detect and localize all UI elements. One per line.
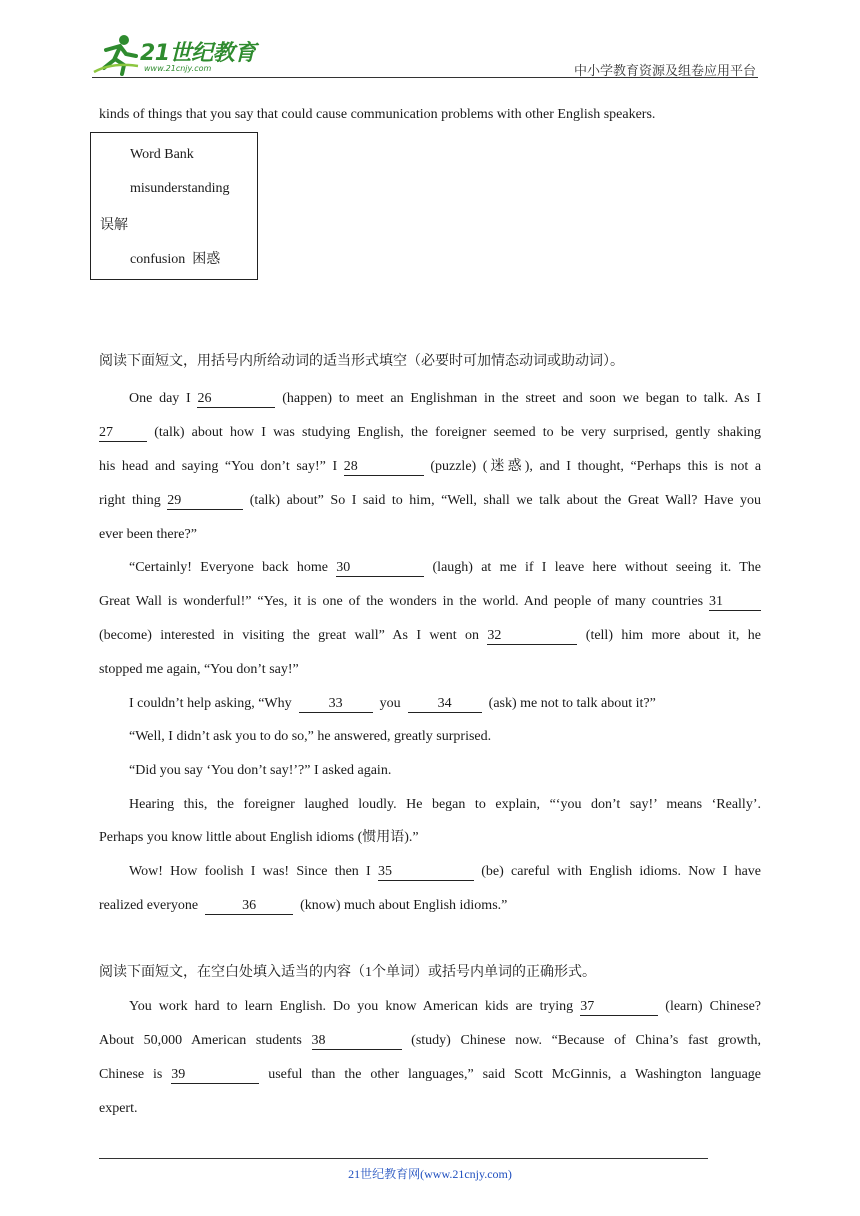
paragraph-line: Wow! How foolish I was! Since then I 35 (be) careful with English idioms. Now I have (129, 864, 762, 879)
word-bank-word-2: confusion 困惑 (130, 252, 221, 267)
answer-blank-26[interactable]: 26 (197, 391, 275, 408)
word-bank-title: Word Bank (130, 147, 194, 162)
answer-blank-35[interactable]: 35 (378, 864, 474, 881)
word-bank-box (90, 132, 258, 280)
paragraph-line: expert. (99, 1101, 138, 1116)
paragraph-line: One day I 26 (happen) to meet an Englishman in the street and soon we began to talk. As I (129, 391, 762, 406)
answer-blank-28[interactable]: 28 (344, 459, 424, 476)
paragraph-line: realized everyone 36 (know) much about English idioms.” (99, 898, 508, 913)
footer-link[interactable]: 21世纪教育网(www.21cnjy.com) (348, 1167, 512, 1181)
answer-blank-38[interactable]: 38 (312, 1033, 402, 1050)
site-logo[interactable] (92, 32, 262, 76)
logo-url: www.21cnjy.com (144, 64, 212, 73)
paragraph-line: Perhaps you know little about English idioms (惯用语).” (99, 830, 419, 845)
answer-blank-30[interactable]: 30 (336, 560, 424, 577)
paragraph-line: About 50,000 American students 38 (study) Chinese now. “Because of China’s fast growth, (99, 1033, 762, 1048)
logo-text: 21世纪教育 (140, 41, 256, 66)
intro-line: kinds of things that you say that could cause communication problems with other English speakers. (99, 107, 656, 122)
paragraph-line: his head and saying “You don’t say!” I 28 (puzzle) (迷惑), and I thought, “Perhaps this is not a (99, 459, 762, 474)
header-divider (92, 77, 758, 78)
paragraph-line: “Certainly! Everyone back home 30 (laugh) at me if I leave here without seeing it. The (129, 560, 762, 575)
footer-divider (99, 1158, 708, 1159)
answer-blank-31[interactable]: 31 (709, 594, 761, 611)
answer-blank-29[interactable]: 29 (167, 493, 243, 510)
answer-blank-37[interactable]: 37 (580, 999, 658, 1016)
paragraph-line: stopped me again, “You don’t say!” (99, 662, 299, 677)
paragraph-line: You work hard to learn English. Do you know American kids are trying 37 (learn) Chinese? (129, 999, 761, 1014)
answer-blank-27[interactable]: 27 (99, 425, 147, 442)
page-header (92, 30, 758, 78)
paragraph-line: Chinese is 39 useful than the other languages,” said Scott McGinnis, a Washington language (99, 1067, 762, 1082)
section1-instruction: 阅读下面短文，用括号内所给动词的适当形式填空（必要时可加情态动词或助动词）。 (99, 354, 624, 369)
answer-blank-34[interactable]: 34 (408, 696, 482, 713)
paragraph-line: I couldn’t help asking, “Why 33 you 34 (ask) me not to talk about it?” (129, 696, 656, 711)
header-platform-title: 中小学教育资源及组卷应用平台 (573, 63, 756, 78)
paragraph-line: 27 (talk) about how I was studying English, the foreigner seemed to be very surprised, gently shaking (99, 425, 762, 440)
paragraph-line: Great Wall is wonderful!” “Yes, it is one of the wonders in the world. And people of many countries 31 (99, 592, 761, 612)
word-bank-word-1-cn: 误解 (100, 218, 128, 233)
paragraph-line: Hearing this, the foreigner laughed loudly. He began to explain, “‘you don’t say!’ means ‘Really’. (129, 797, 761, 812)
paragraph-line: “Did you say ‘You don’t say!’?” I asked again. (129, 763, 392, 778)
paragraph-line: right thing 29 (talk) about” So I said to him, “Well, shall we talk about the Great Wall? Have you (99, 493, 762, 508)
paragraph-line: ever been there?” (99, 527, 197, 542)
answer-blank-36[interactable]: 36 (205, 898, 293, 915)
runner-logo-icon (92, 32, 142, 76)
section2-instruction: 阅读下面短文，在空白处填入适当的内容（1个单词）或括号内单词的正确形式。 (99, 965, 596, 980)
answer-blank-39[interactable]: 39 (171, 1067, 259, 1084)
answer-blank-32[interactable]: 32 (487, 628, 577, 645)
paragraph-line: (become) interested in visiting the great wall” As I went on 32 (tell) him more about it, he (99, 628, 762, 643)
paragraph-line: “Well, I didn’t ask you to do so,” he answered, greatly surprised. (129, 729, 492, 744)
answer-blank-33[interactable]: 33 (299, 696, 373, 713)
word-bank-word-1: misunderstanding (130, 181, 230, 196)
